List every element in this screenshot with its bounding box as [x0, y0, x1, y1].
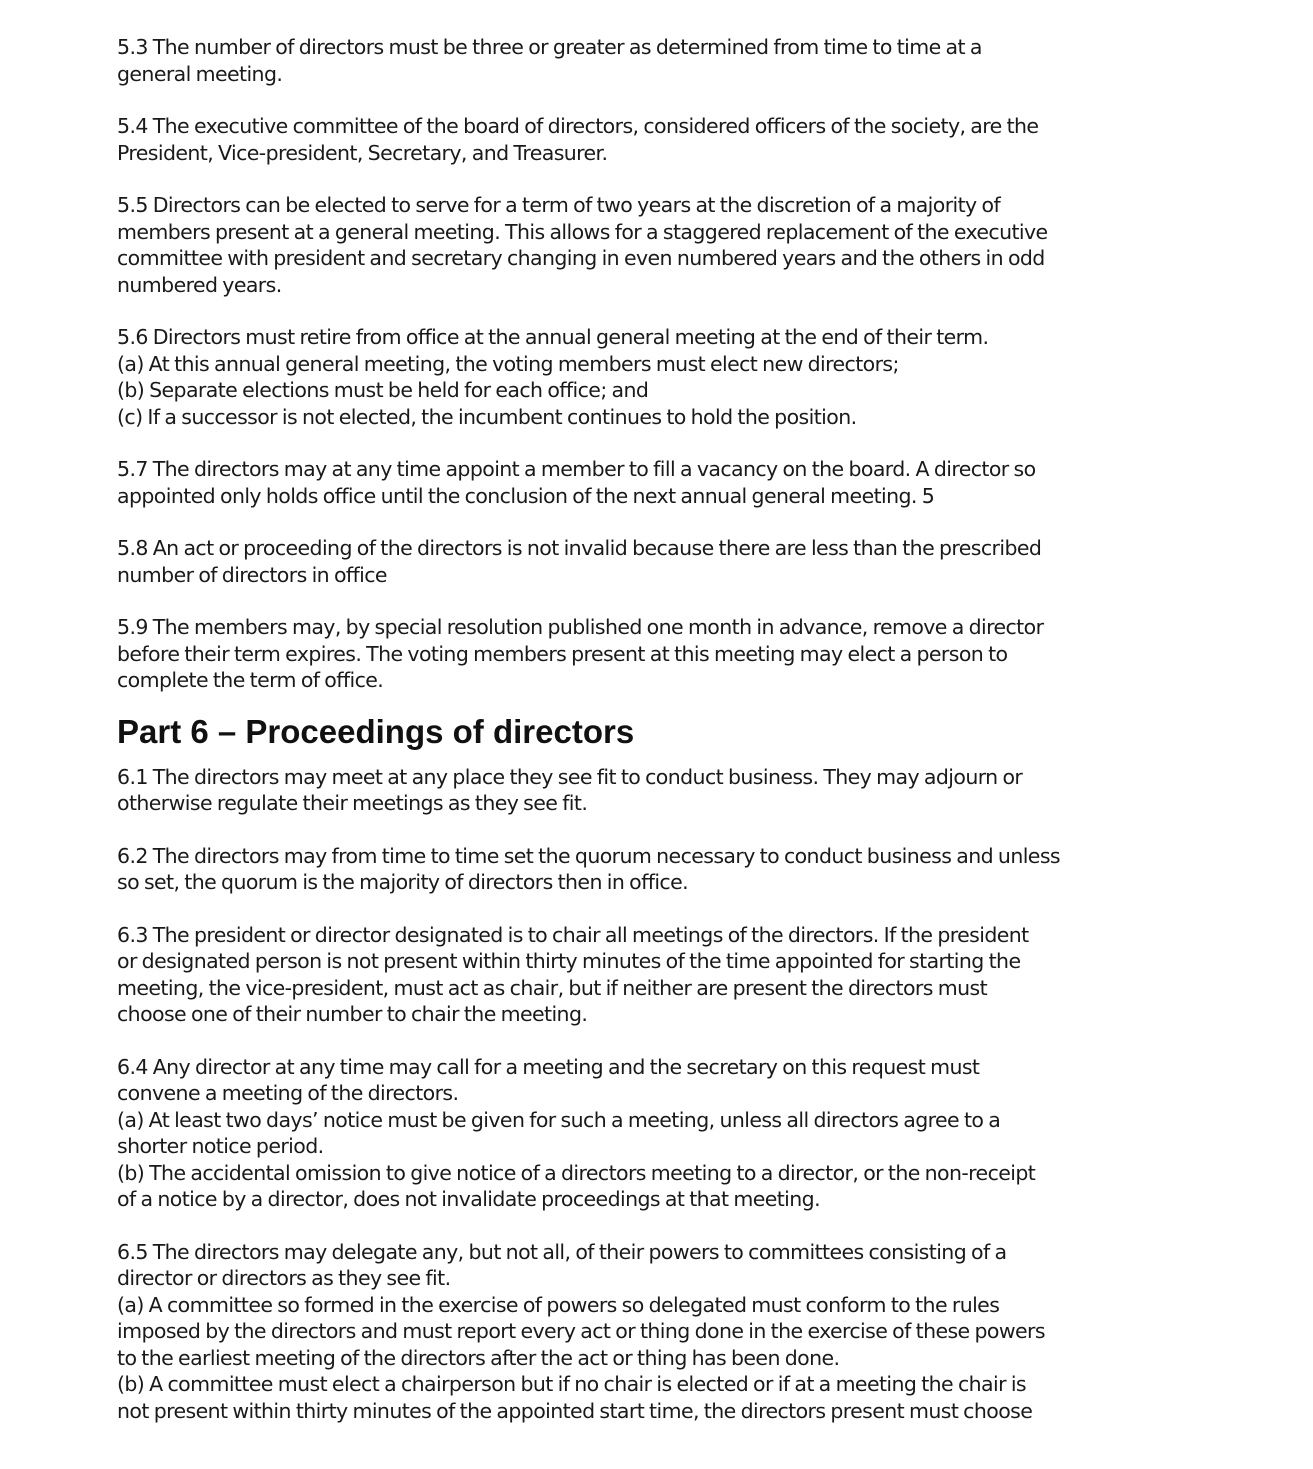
- text-line: (a) A committee so formed in the exercise of powers so delegated must conform to the rules: [117, 1292, 1000, 1317]
- text-line: (b) A committee must elect a chairperson but if no chair is elected or if at a meeting the chair is: [117, 1372, 1027, 1396]
- text-line: number of directors in office: [117, 562, 387, 587]
- text-line: imposed by the directors and must report every act or thing done in the exercise of these powers: [117, 1319, 1045, 1343]
- text-line: shorter notice period.: [117, 1134, 324, 1158]
- text-line: otherwise regulate their meetings as they see fit.: [117, 791, 588, 815]
- document-page: [117, 34, 1207, 1450]
- text-line: (a) At least two days’ notice must be given for such a meeting, unless all directors agree to a: [117, 1107, 1001, 1132]
- clause-6-3: [117, 922, 1207, 1028]
- text-line: so set, the quorum is the majority of directors then in office.: [117, 870, 689, 894]
- text-line: complete the term of office.: [117, 668, 384, 692]
- text-line: meeting, the vice-president, must act as chair, but if neither are present the directors must: [117, 975, 988, 1000]
- text-line: 6.4 Any director at any time may call for a meeting and the secretary on this request must: [117, 1054, 980, 1079]
- text-line: to the earliest meeting of the directors after the act or thing has been done.: [117, 1345, 840, 1370]
- text-line: members present at a general meeting. This allows for a staggered replacement of the executive: [117, 219, 1048, 244]
- clause-5-9: [117, 614, 1207, 694]
- text-line: numbered years.: [117, 272, 282, 297]
- clause-6-4: [117, 1054, 1207, 1213]
- text-line: 5.7 The directors may at any time appoint a member to fill a vacancy on the board. A director so: [117, 457, 1036, 481]
- section-heading: Part 6 – Proceedings of directors: [117, 712, 635, 750]
- clause-5-6: [117, 324, 1207, 430]
- clause-6-2: [117, 843, 1207, 896]
- text-line: convene a meeting of the directors.: [117, 1081, 459, 1105]
- text-line: 5.6 Directors must retire from office at the annual general meeting at the end of their term.: [117, 325, 989, 349]
- text-line: 5.5 Directors can be elected to serve for a term of two years at the discretion of a majority of: [117, 193, 1001, 217]
- clause-5-4: [117, 113, 1207, 166]
- text-line: of a notice by a director, does not invalidate proceedings at that meeting.: [117, 1187, 820, 1211]
- text-line: President, Vice-president, Secretary, and Treasurer.: [117, 140, 608, 165]
- text-line: (b) Separate elections must be held for each office; and: [117, 378, 649, 402]
- clause-5-7: [117, 456, 1207, 509]
- text-line: (a) At this annual general meeting, the voting members must elect new directors;: [117, 351, 899, 376]
- text-line: general meeting.: [117, 61, 283, 86]
- text-line: appointed only holds office until the conclusion of the next annual general meeting. 5: [117, 483, 935, 508]
- text-line: (c) If a successor is not elected, the incumbent continues to hold the position.: [117, 404, 857, 429]
- clause-5-8: [117, 535, 1207, 588]
- text-line: 5.9 The members may, by special resolution published one month in advance, remove a director: [117, 615, 1044, 639]
- clause-5-3: [117, 34, 1207, 87]
- text-line: 6.3 The president or director designated is to chair all meetings of the directors. If the president: [117, 922, 1029, 947]
- clause-5-5: [117, 192, 1207, 298]
- text-line: or designated person is not present within thirty minutes of the time appointed for starting the: [117, 949, 1021, 973]
- clause-6-1: [117, 764, 1207, 817]
- text-line: 5.3 The number of directors must be three or greater as determined from time to time at a: [117, 35, 982, 59]
- text-line: director or directors as they see fit.: [117, 1266, 451, 1290]
- text-line: 6.5 The directors may delegate any, but not all, of their powers to committees consisting of a: [117, 1239, 1007, 1264]
- text-line: 6.2 The directors may from time to time set the quorum necessary to conduct business and unless: [117, 843, 1060, 868]
- text-line: not present within thirty minutes of the appointed start time, the directors present must choose: [117, 1398, 1033, 1423]
- text-line: before their term expires. The voting members present at this meeting may elect a person to: [117, 641, 1008, 666]
- text-line: 5.8 An act or proceeding of the directors is not invalid because there are less than the prescribed: [117, 536, 1042, 560]
- text-line: choose one of their number to chair the meeting.: [117, 1002, 588, 1026]
- text-line: 5.4 The executive committee of the board of directors, considered officers of the society, are the: [117, 114, 1039, 138]
- clause-6-5: [117, 1239, 1207, 1425]
- text-line: committee with president and secretary changing in even numbered years and the others in odd: [117, 246, 1045, 270]
- text-line: (b) The accidental omission to give notice of a directors meeting to a director, or the non-receipt: [117, 1160, 1036, 1185]
- text-line: 6.1 The directors may meet at any place they see fit to conduct business. They may adjourn or: [117, 764, 1023, 789]
